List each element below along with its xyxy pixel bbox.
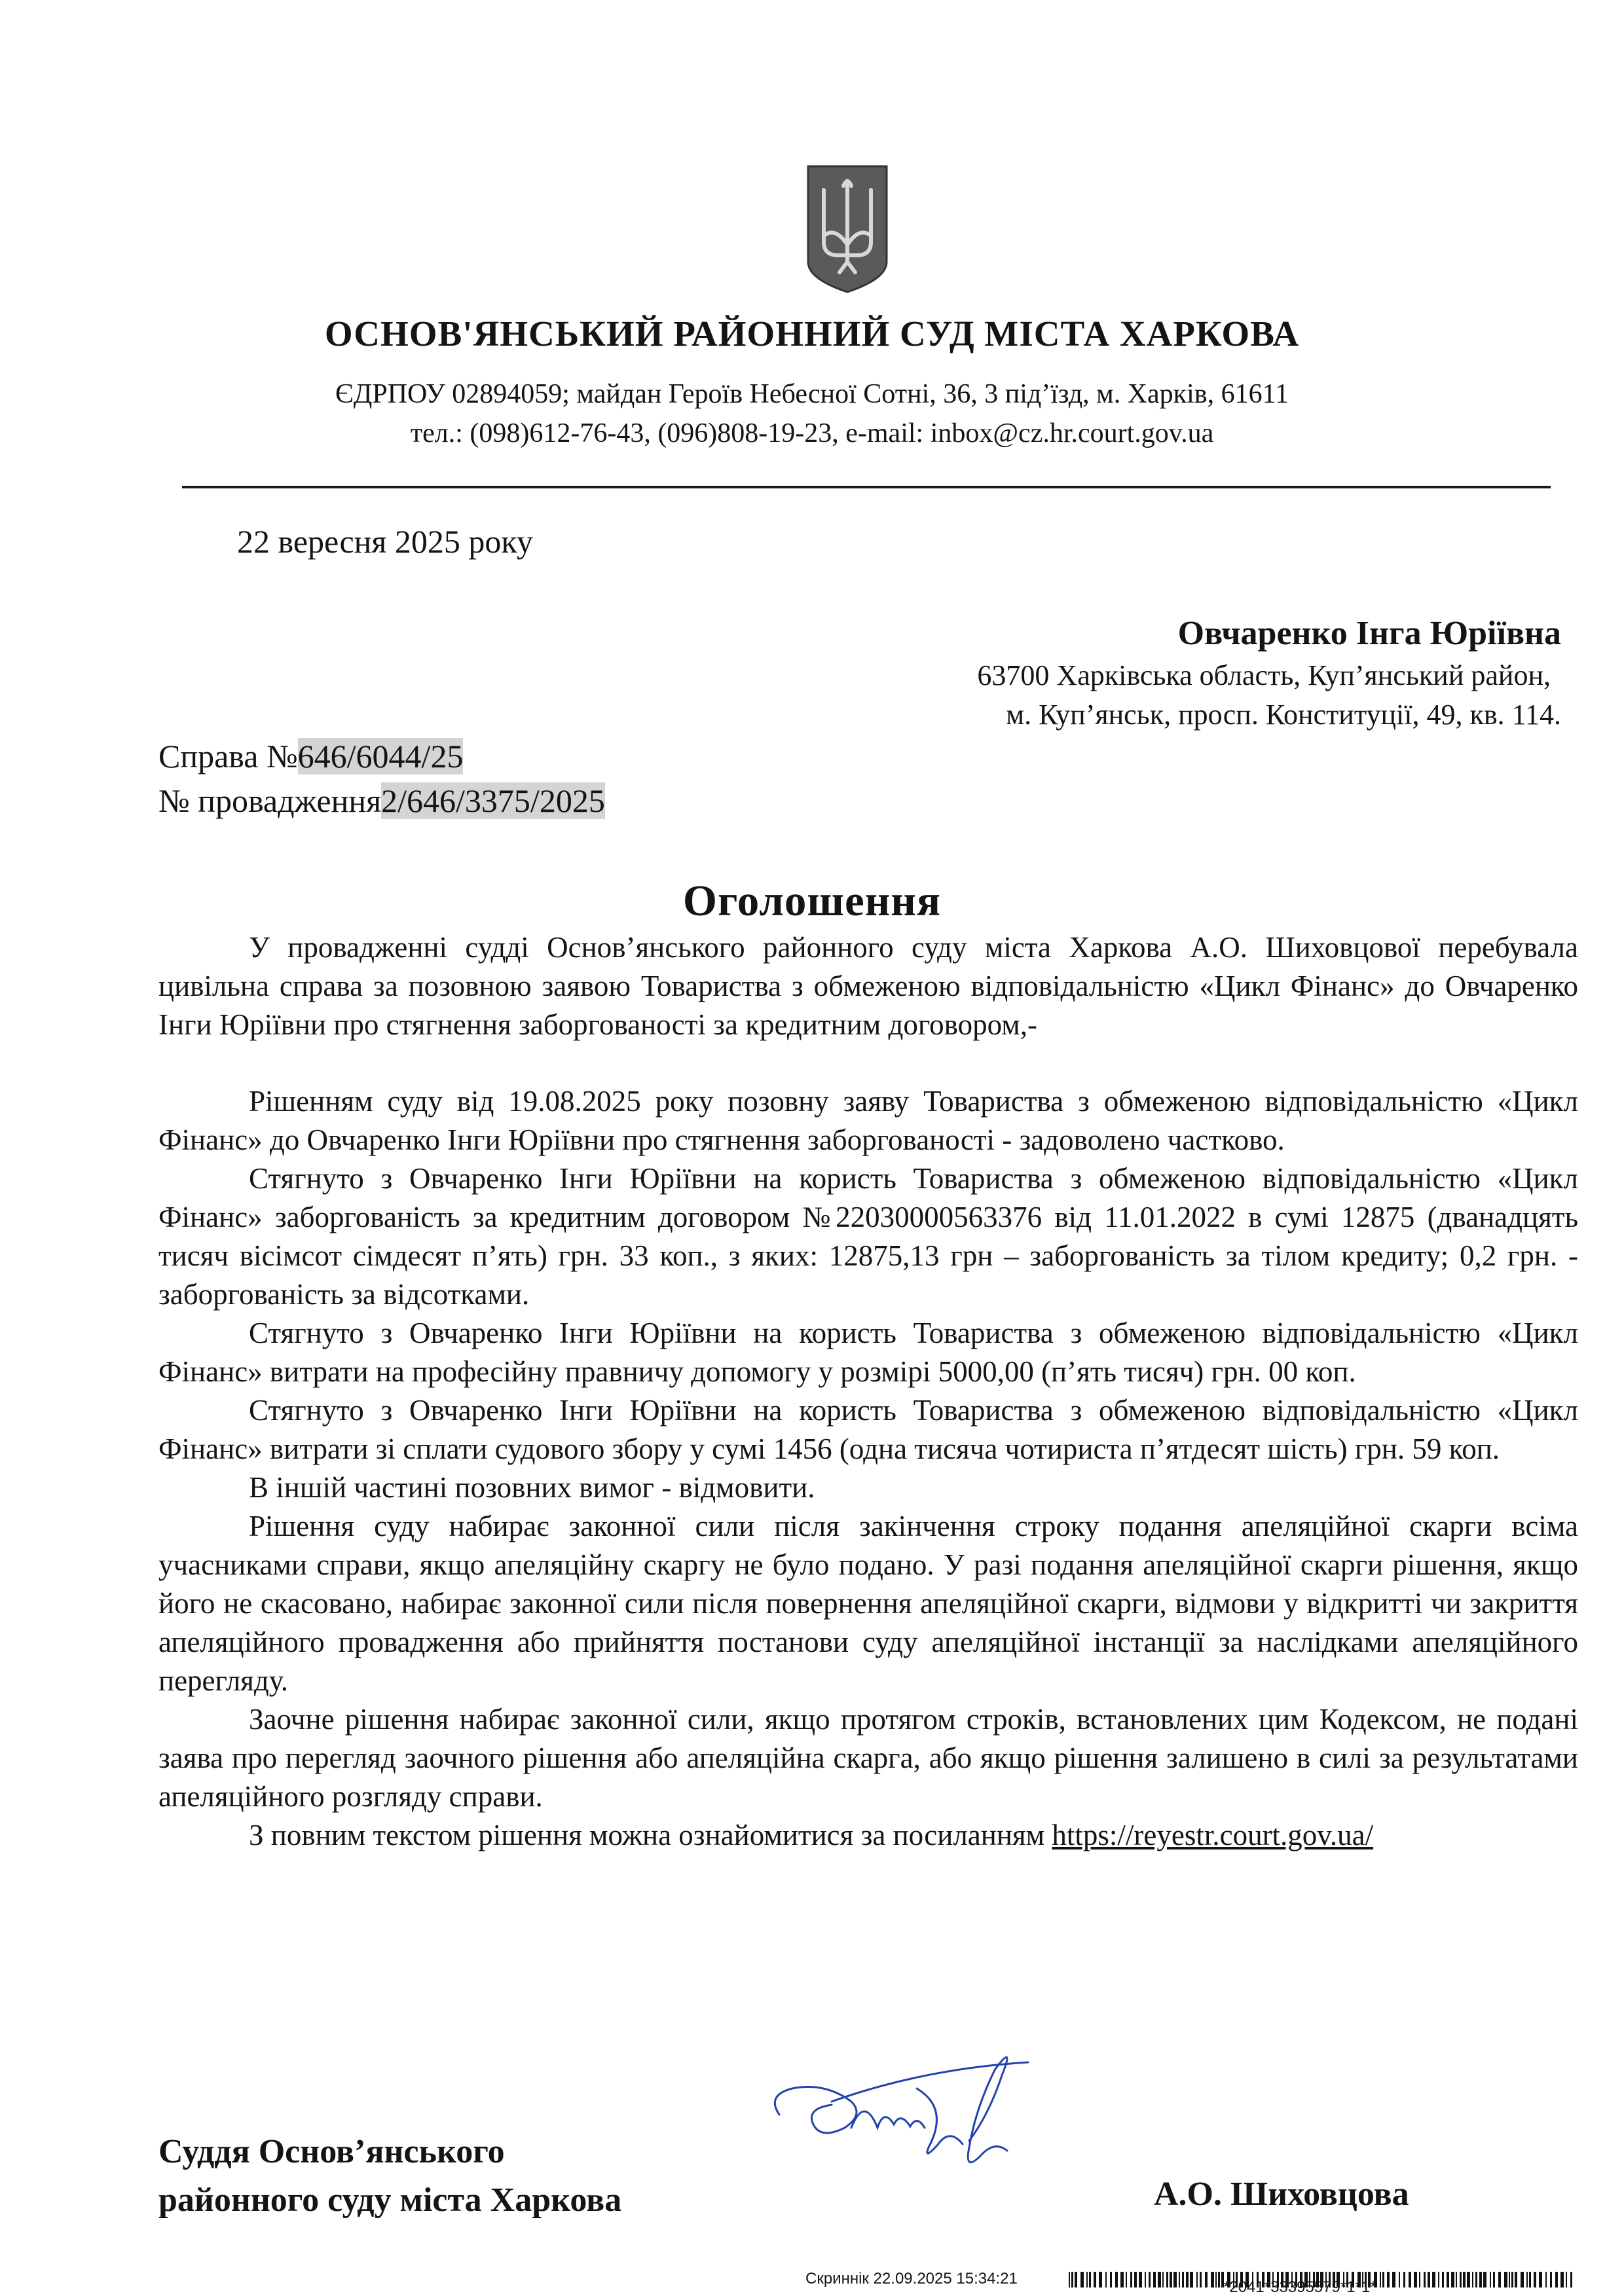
barcode-bar: [1110, 2272, 1112, 2287]
barcode-bar: [1403, 2272, 1405, 2287]
barcode-bar: [1211, 2272, 1214, 2287]
document-date: 22 вересня 2025 року: [237, 523, 533, 560]
header-divider: [182, 486, 1551, 488]
case-label: Справа №: [158, 738, 298, 774]
barcode-bar: [1529, 2272, 1531, 2287]
barcode-bar: [1105, 2272, 1107, 2287]
proceeding-number: 2/646/3375/2025: [381, 782, 605, 819]
barcode-bar: [1089, 2272, 1091, 2287]
barcode-bar: [1134, 2272, 1137, 2287]
barcode-bar: [1409, 2272, 1411, 2287]
body-paragraph: Рішення суду набирає законної сили після закінчення строку подання апеляційної скарги всіма учасниками справи, якщо апеляційну скаргу не було подано. У разі подання апеляційної скарги рішення, якщо його не скасовано, набирає законної сили після повернення апеляційної скарги, відмови у відкритті чи закриття апеляційного провадження або прийняття постанови суду апеляційної інстанції за наслідками апеляційного перегляду.: [158, 1510, 1578, 1697]
barcode-bar: [1509, 2272, 1510, 2287]
barcode-bar: [1196, 2272, 1198, 2287]
barcode-bar: [1126, 2272, 1127, 2287]
body-paragraph: [158, 1816, 1578, 1855]
barcode-bar: [1570, 2272, 1572, 2287]
barcode-bar: [1200, 2272, 1202, 2287]
barcode-bar: [1153, 2272, 1156, 2287]
barcode-bar: [1218, 2272, 1220, 2287]
barcode-bar: [1166, 2272, 1168, 2287]
barcode-bar: [1069, 2272, 1070, 2287]
barcode-bar: [1162, 2272, 1164, 2287]
barcode-bar: [1456, 2272, 1457, 2287]
barcode-bar: [1475, 2272, 1477, 2287]
barcode-bar: [1490, 2272, 1491, 2287]
barcode-number: *2041*33395579*1*1*: [1223, 2278, 1376, 2296]
barcode-bar: [1115, 2272, 1118, 2287]
scan-label: Скриннік 22.09.2025 15:34:21: [805, 2270, 1018, 2287]
court-contact-address: ЄДРПОУ 02894059; майдан Героїв Небесної Сотні, 36, 3 під’їзд, м. Харків, 61611: [335, 379, 1289, 409]
barcode-bar: [1145, 2272, 1146, 2287]
barcode-bar: [1545, 2272, 1547, 2287]
barcode-bar: [1186, 2272, 1189, 2287]
barcode-bar: [1075, 2272, 1077, 2287]
recipient-address-line1: 63700 Харківська область, Куп’янський район,: [977, 659, 1551, 691]
barcode-bar: [1460, 2272, 1462, 2287]
barcode-bar: [1447, 2272, 1449, 2287]
barcode-bar: [1399, 2272, 1400, 2287]
judge-title: [158, 2128, 621, 2225]
barcode-bar: [1428, 2272, 1430, 2287]
barcode-bar: [1419, 2272, 1420, 2287]
barcode-bar: [1432, 2272, 1435, 2287]
barcode-bar: [1215, 2272, 1217, 2287]
barcode-bar: [1472, 2272, 1473, 2287]
barcode-bar: [1498, 2272, 1501, 2287]
barcode-bar: [1170, 2272, 1172, 2287]
barcode-bar: [1566, 2272, 1567, 2287]
barcode-bar: [1392, 2272, 1395, 2287]
barcode-bar: [1560, 2272, 1564, 2287]
barcode-bar: [1205, 2272, 1208, 2287]
barcode-bar: [1380, 2272, 1381, 2287]
barcode-bar: [1094, 2272, 1096, 2287]
barcode-bar: [1139, 2272, 1142, 2287]
court-contact-phones: тел.: (098)612-76-43, (096)808-19-23, e-mail: inbox@cz.hr.court.gov.ua: [410, 418, 1214, 448]
barcode-bar: [1539, 2272, 1542, 2287]
barcode-bar: [1526, 2272, 1528, 2287]
judge-title-line1: Суддя Основ’янського: [158, 2133, 505, 2170]
barcode-bar: [1463, 2272, 1466, 2287]
barcode-bar: [1493, 2272, 1495, 2287]
trident-coat-of-arms-icon: [805, 164, 889, 295]
proceeding-label: № провадження: [158, 782, 382, 819]
document-title: Оголошення: [682, 877, 942, 925]
judge-title-line2: районного суду міста Харкова: [158, 2181, 622, 2219]
barcode-bar: [1173, 2272, 1177, 2287]
barcode-bar: [1521, 2272, 1524, 2287]
barcode-bar: [1120, 2272, 1124, 2287]
announcement-body: [158, 928, 1578, 1855]
barcode-bar: [1071, 2272, 1073, 2287]
barcode-bar: [1130, 2272, 1132, 2287]
barcode-bar: [1182, 2272, 1184, 2287]
barcode-bar: [1086, 2272, 1088, 2287]
barcode-bar: [1555, 2272, 1558, 2287]
body-paragraph: Стягнуто з Овчаренко Інги Юріївни на користь Товариства з обмеженою відповідальністю «Цикл Фінанс» витрати зі сплати судового збору у сумі 1456 (одна тисяча чотириста п’ятдесят шість) грн. 59 коп.: [158, 1394, 1578, 1465]
barcode-bar: [1382, 2272, 1384, 2287]
body-paragraph: Стягнуто з Овчаренко Інги Юріївни на користь Товариства з обмеженою відповідальністю «Цикл Фінанс» заборгованість за кредитним договором №22030000563376 від 11.01.2022 в сумі 12875 (дванадцять тисяч вісімсот сімдесят п’ять) грн. 33 коп., з яких: 12875,13 грн – заборгованість за тілом кредиту; 0,2 грн. - заборгованість за відсотками.: [158, 1162, 1578, 1311]
barcode-bar: [1424, 2272, 1426, 2287]
registry-link-intro: З повним текстом рішення можна ознайомитися за посиланням: [249, 1819, 1052, 1851]
barcode-bar: [1387, 2272, 1390, 2287]
body-paragraph: Заочне рішення набирає законної сили, якщо протягом строків, встановлених цим Кодексом, не подані заява про перегляд заочного рішення або апеляційна скарга, або якщо рішення залишено в силі за результатами апеляційного розгляду справи.: [158, 1703, 1578, 1813]
judge-name: А.О. Шиховцова: [1154, 2176, 1409, 2213]
barcode-bar: [1158, 2272, 1161, 2287]
barcode-bar: [1451, 2272, 1454, 2287]
body-paragraph: Стягнуто з Овчаренко Інги Юріївни на користь Товариства з обмеженою відповідальністю «Цикл Фінанс» витрати на професійну правничу допомогу у розмірі 5000,00 (п’ять тисяч) грн. 00 коп.: [158, 1317, 1578, 1388]
registry-link[interactable]: https://reyestr.court.gov.ua/: [1052, 1819, 1374, 1851]
barcode-bar: [1149, 2272, 1151, 2287]
handwritten-signature-icon: [753, 2016, 1067, 2200]
barcode-bar: [1504, 2272, 1507, 2287]
barcode-bar: [1479, 2272, 1482, 2287]
body-paragraph: Рішенням суду від 19.08.2025 року позовну заяву Товариства з обмеженою відповідальністю «Цикл Фінанс» до Овчаренко Інги Юріївни про стягнення заборгованості - задоволено частково.: [158, 1085, 1578, 1156]
barcode-bar: [1080, 2272, 1084, 2287]
barcode-bar: [1190, 2272, 1193, 2287]
court-name: ОСНОВ'ЯНСЬКИЙ РАЙОННИЙ СУД МІСТА ХАРКОВА: [324, 314, 1300, 354]
barcode-bar: [1515, 2272, 1517, 2287]
barcode-bar: [1099, 2272, 1102, 2287]
barcode-bar: [1179, 2272, 1180, 2287]
recipient-address-line2: м. Куп’янськ, просп. Конституції, 49, кв. 114.: [1006, 699, 1561, 731]
barcode-bar: [1467, 2272, 1470, 2287]
barcode-bar: [1534, 2272, 1536, 2287]
barcode-bar: [1442, 2272, 1444, 2287]
body-paragraph: В іншій частині позовних вимог - відмовити.: [249, 1471, 815, 1504]
case-number: 646/6044/25: [297, 738, 464, 774]
case-number-line: [158, 737, 463, 775]
barcode-bar: [1511, 2272, 1513, 2287]
barcode-bar: [1438, 2272, 1439, 2287]
barcode-bar: [1414, 2272, 1417, 2287]
barcode-bar: [1483, 2272, 1486, 2287]
barcode-bar: [1550, 2272, 1552, 2287]
recipient-name: Овчаренко Інга Юріївна: [1177, 615, 1561, 652]
proceeding-number-line: [158, 782, 605, 820]
body-paragraph: У провадженні судді Основ’янського районного суду міста Харкова А.О. Шиховцової перебувала цивільна справа за позовною заявою Товариства з обмеженою відповідальністю «Цикл Фінанс» до Овчаренко Інги Юріївни про стягнення заборгованості за кредитним договором,-: [158, 931, 1578, 1041]
